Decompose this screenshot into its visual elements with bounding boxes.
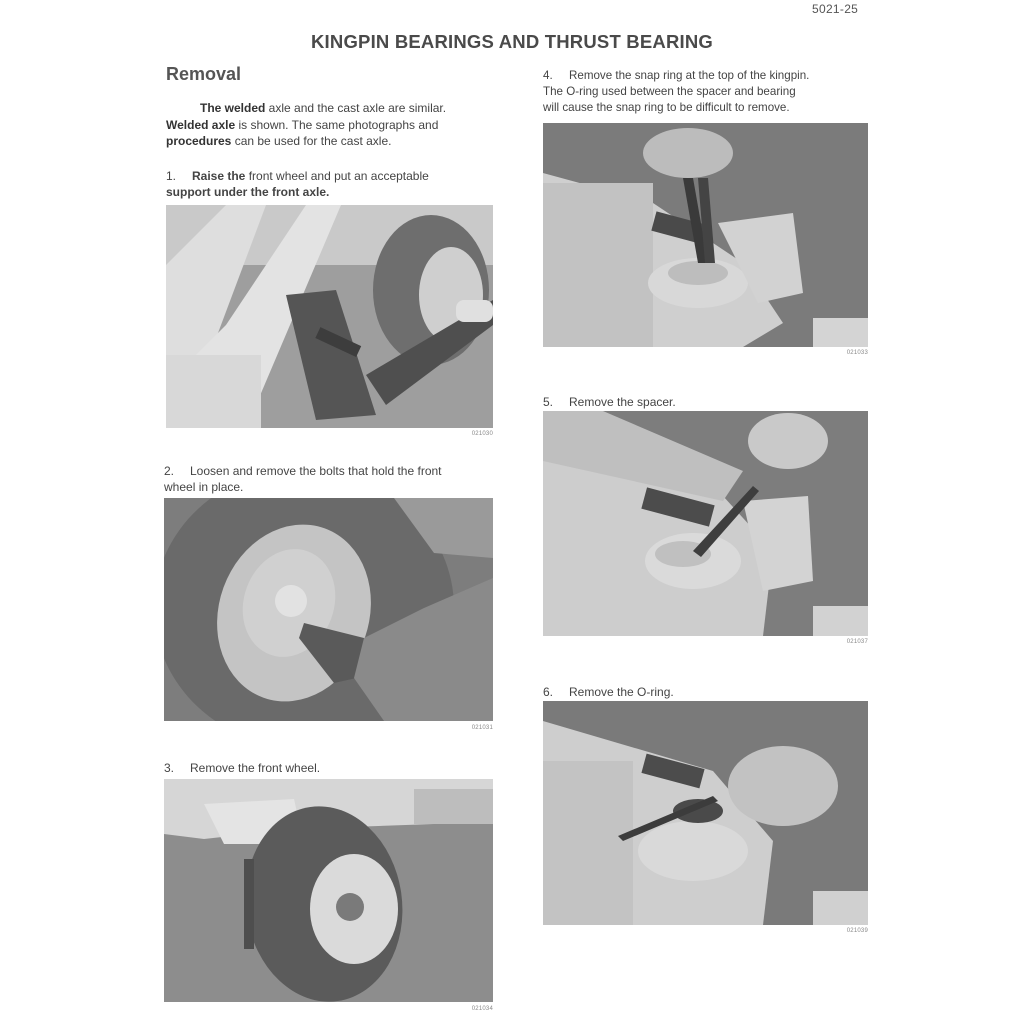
step-text: Remove the snap ring at the top of the kingpin. xyxy=(569,69,810,82)
step-text: front wheel and put an acceptable xyxy=(245,169,429,183)
intro-text-3: can be used for the cast axle. xyxy=(231,134,392,148)
figure-id: 021031 xyxy=(471,725,493,731)
step-number: 5. xyxy=(543,395,554,409)
section-heading: Removal xyxy=(166,64,242,84)
photo-jack-under-axle xyxy=(166,205,493,428)
intro-bold-1: The welded xyxy=(200,101,266,115)
figure-id: 021033 xyxy=(846,350,868,356)
page-title: KINGPIN BEARINGS AND THRUST BEARING xyxy=(310,31,714,52)
photo-image xyxy=(166,205,493,428)
step-2 xyxy=(164,463,494,495)
photo-snap-ring xyxy=(543,123,868,347)
step-text: Remove the spacer. xyxy=(569,395,676,409)
intro-paragraph xyxy=(166,100,496,150)
step-text: Loosen and remove the bolts that hold the front xyxy=(190,464,442,478)
step-4 xyxy=(543,68,873,116)
figure-id: 021030 xyxy=(471,431,493,437)
step-text-cont: wheel in place. xyxy=(164,480,244,494)
step-text-cont-2: will cause the snap ring to be difficult to remove. xyxy=(543,101,790,114)
step-1 xyxy=(166,168,496,200)
figure-id: 021034 xyxy=(471,1006,493,1012)
photo-front-wheel xyxy=(164,779,493,1002)
photo-image xyxy=(164,498,493,721)
step-5 xyxy=(543,394,873,410)
step-text-cont: The O-ring used between the spacer and bearing xyxy=(543,85,796,98)
photo-image xyxy=(164,779,493,1002)
photo-o-ring xyxy=(543,701,868,925)
step-3 xyxy=(164,760,494,776)
step-number: 1. xyxy=(166,169,177,183)
step-text-cont: support under the front axle. xyxy=(166,185,330,199)
step-6 xyxy=(543,684,873,700)
page-number: 5021-25 xyxy=(812,2,859,16)
figure-id: 021037 xyxy=(846,639,868,645)
intro-text-2: is shown. The same photographs and xyxy=(235,117,439,132)
step-number: 4. xyxy=(543,69,553,82)
step-number: 6. xyxy=(543,685,554,699)
photo-image xyxy=(543,701,868,925)
intro-text-1: axle and the cast axle are similar. xyxy=(265,101,447,115)
intro-bold-3: procedures xyxy=(166,134,232,148)
step-number: 3. xyxy=(164,761,175,775)
photo-image xyxy=(543,123,868,347)
photo-image xyxy=(543,411,868,636)
step-text: Remove the front wheel. xyxy=(190,761,321,775)
step-text: Remove the O-ring. xyxy=(569,685,674,699)
step-text-bold: Raise the xyxy=(192,169,246,183)
intro-bold-2: Welded axle xyxy=(166,117,236,132)
photo-wheel-bolts xyxy=(164,498,493,721)
step-number: 2. xyxy=(164,464,175,478)
figure-id: 021039 xyxy=(846,928,868,934)
photo-spacer xyxy=(543,411,868,636)
